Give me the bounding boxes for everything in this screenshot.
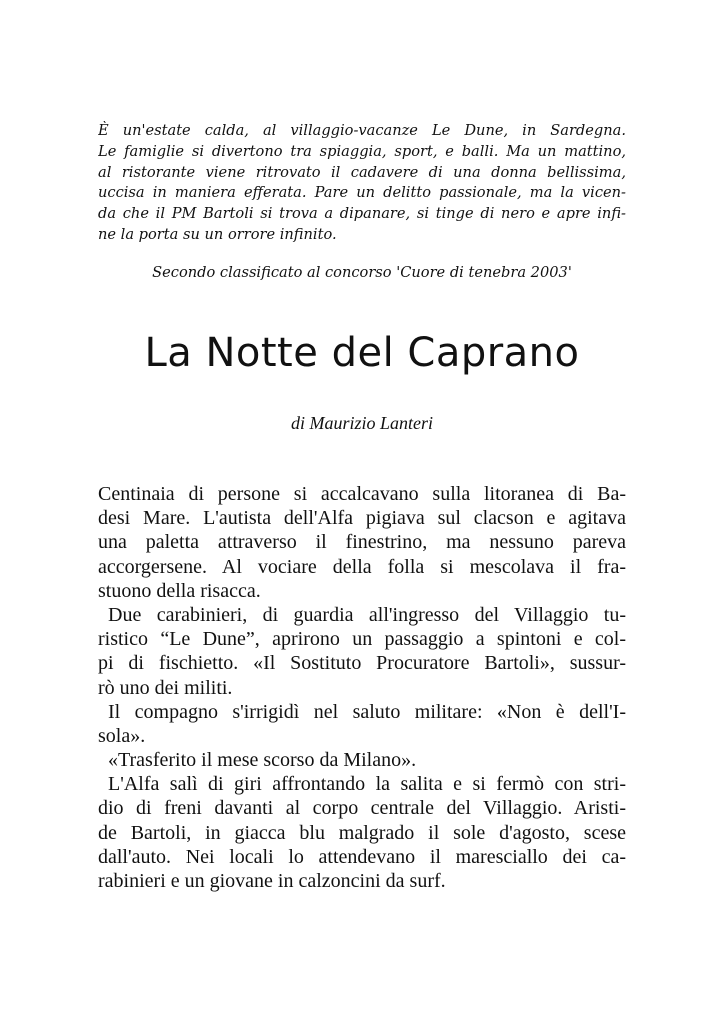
story-body: [98, 482, 626, 893]
body-line: Due carabinieri, di guardia all'ingresso del Villaggio tu-: [108, 603, 626, 626]
body-line: «Trasferito il mese scorso da Milano».: [108, 749, 417, 772]
body-line: L'Alfa salì di giri affrontando la salita e si fermò con stri-: [108, 773, 626, 796]
body-line: Centinaia di persone si accalcavano sulla litoranea di Ba-: [98, 483, 626, 505]
blurb-line: da che il PM Bartoli si trova a dipanare, si tinge di nero e apre infi-: [98, 205, 626, 223]
blurb-line: al ristorante viene ritrovato il cadavere di una donna bellissima,: [98, 163, 626, 181]
body-line: dio di freni davanti al corpo centrale del Villaggio. Aristi-: [98, 797, 626, 820]
author-byline: di Maurizio Lanteri: [290, 413, 433, 433]
blurb-line: Le famiglie si divertono tra spiaggia, sport, e balli. Ma un mattino,: [98, 142, 626, 160]
blurb-line: uccisa in maniera efferata. Pare un delitto passionale, ma la vicen-: [98, 184, 626, 202]
award-note: Secondo classificato al concorso 'Cuore di tenebra 2003': [152, 264, 572, 281]
body-line: stuono della risacca.: [98, 579, 261, 602]
body-line: de Bartoli, in giacca blu malgrado il sole d'agosto, scese: [98, 821, 626, 844]
body-line: rò uno dei militi.: [98, 676, 233, 699]
body-line: pi di fischietto. «Il Sostituto Procuratore Bartoli», sussur-: [98, 652, 626, 675]
body-line: Il compagno s'irrigidì nel saluto militare: «Non è dell'I-: [108, 700, 626, 723]
body-line: dall'auto. Nei locali lo attendevano il maresciallo dei ca-: [98, 845, 626, 868]
body-line: sola».: [98, 724, 146, 747]
body-line: rabinieri e un giovane in calzoncini da surf.: [98, 870, 446, 892]
body-line: una paletta attraverso il finestrino, ma nessuno pareva: [98, 531, 626, 554]
story-title: La Notte del Caprano: [144, 330, 580, 376]
body-line: accorgersene. Al vociare della folla si mescolava il fra-: [98, 555, 626, 578]
body-line: desi Mare. L'autista dell'Alfa pigiava sul clacson e agitava: [98, 507, 626, 530]
back-cover-blurb: [98, 121, 626, 246]
body-line: ristico “Le Dune”, aprirono un passaggio a spintoni e col-: [98, 628, 626, 651]
blurb-line: È un'estate calda, al villaggio-vacanze Le Dune, in Sardegna.: [98, 122, 626, 139]
blurb-line: ne la porta su un orrore infinito.: [98, 225, 337, 243]
